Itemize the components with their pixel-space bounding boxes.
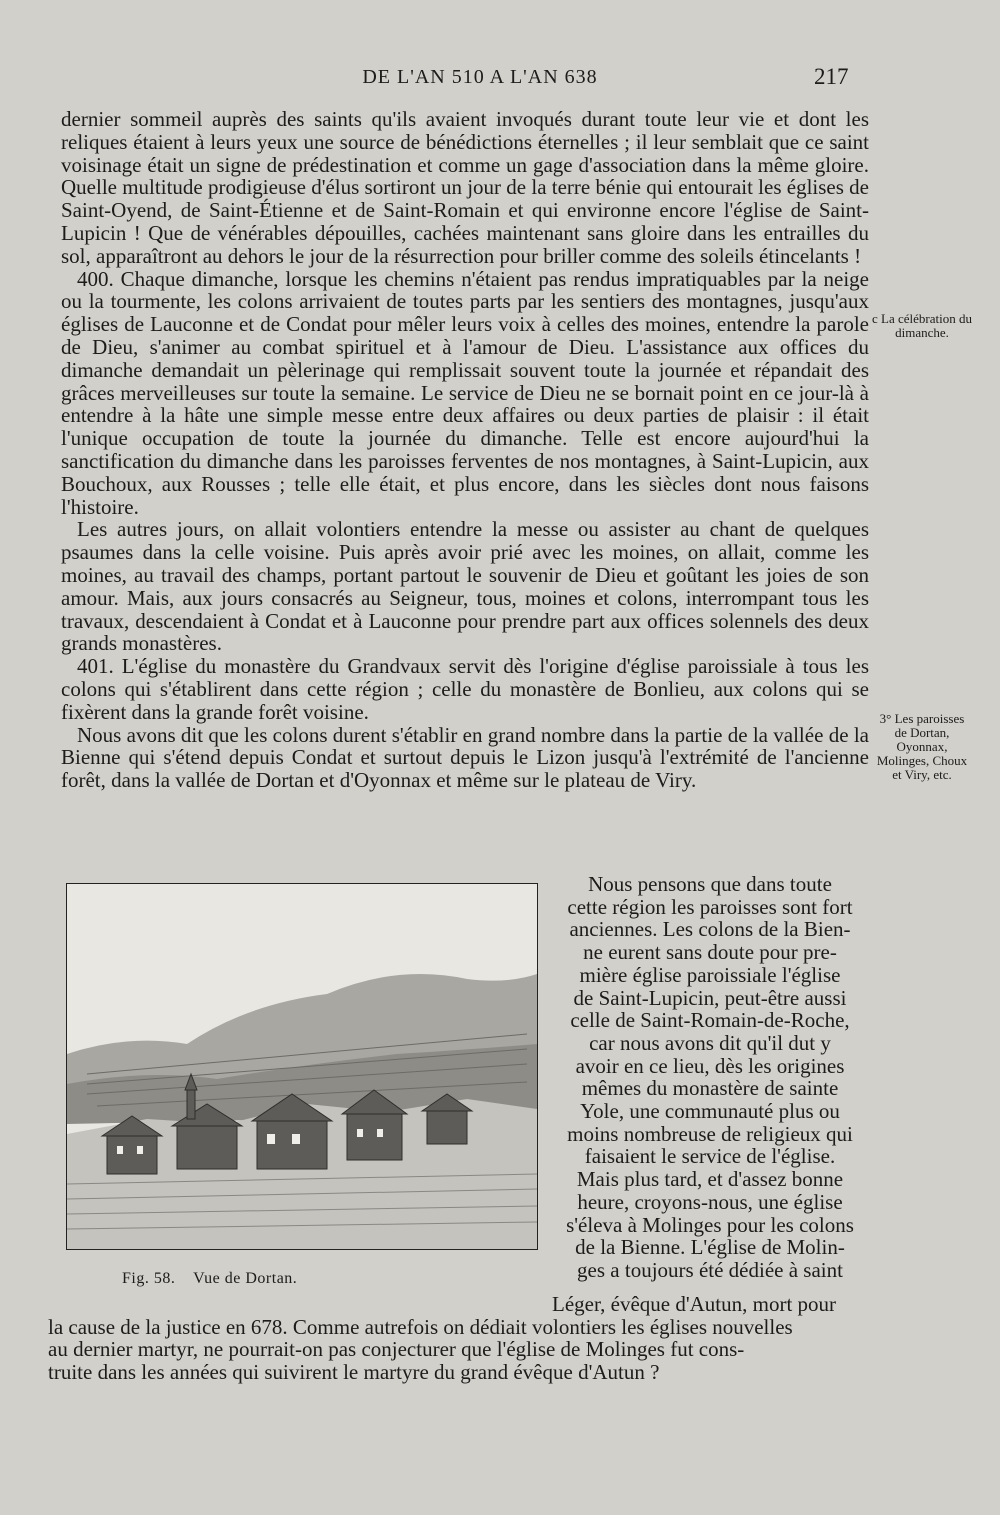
- text-line: la cause de la justice en 678. Comme autrefois on dédiait volontiers les églises nouvelles: [48, 1314, 793, 1339]
- paragraph: Nous avons dit que les colons durent s'établir en grand nombre dans la partie de la vallée de la Bienne qui s'étend depuis Condat et surtout depuis le Lizon jusqu'à l'extrémité de l'ancienne forêt, dans la vallée de Dortan et d'Oyonnax et même sur le plateau de Viry.: [61, 722, 869, 793]
- village-landscape-illustration: [67, 884, 537, 1249]
- paragraph: Les autres jours, on allait volontiers entendre la messe ou assister au chant de quelques psaumes dans la celle voisine. Puis après avoir prié avec les moines, on allait, comme les moines, au travail des champs, portant partout le souvenir de Dieu et goûtant les joies de son amour. Mais, aux jours consacrés au Seigneur, tous, moines et colons, interrompant tous les travaux, descendaient à Condat et à Lauconne pour prendre part aux offices solennels des deux grands monastères.: [61, 517, 869, 656]
- text-line: s'éleva à Molinges pour les colons: [566, 1212, 854, 1237]
- figure-number: Fig. 58.: [122, 1270, 176, 1287]
- figure-title: Vue de Dortan.: [193, 1270, 298, 1287]
- text-line: car nous avons dit qu'il dut y: [589, 1030, 831, 1055]
- text-line: cette région les paroisses sont fort: [567, 894, 853, 919]
- main-text-block: [61, 108, 869, 792]
- text-line: ne eurent sans doute pour pre-: [583, 940, 837, 965]
- page-number: 217: [814, 64, 849, 89]
- text-line: faisaient le service de l'église.: [584, 1144, 836, 1169]
- figure-caption: [122, 1270, 297, 1288]
- text-line: Léger, évêque d'Autun, mort pour: [552, 1292, 837, 1316]
- paragraph-401: 401. L'église du monastère du Grandvaux servit dès l'origine d'église paroissiale à tous les colons qui s'établirent dans cette région ; celle du monastère de Bonlieu, aux colons qui se fixèrent dans la grande forêt voisine.: [61, 654, 869, 724]
- engraving-view-of-dortan: [66, 883, 538, 1250]
- text-line: moins nombreuse de religieux qui: [567, 1121, 853, 1146]
- text-line: Yole, une communauté plus ou: [580, 1099, 840, 1124]
- text-line: anciennes. Les colons de la Bien-: [569, 917, 851, 942]
- text-line: celle de Saint-Romain-de-Roche,: [570, 1008, 850, 1033]
- text-line: Mais plus tard, et d'assez bonne: [576, 1167, 844, 1192]
- text-line: avoir en ce lieu, dès les origines: [575, 1053, 845, 1078]
- running-header: DE L'AN 510 A L'AN 638: [362, 66, 598, 88]
- text-line: Nous pensons que dans toute: [588, 872, 832, 896]
- margin-note-dimanche: c La célébration du dimanche.: [872, 311, 972, 340]
- margin-note-paroisses: 3° Les paroisses de Dortan, Oyonnax, Molinges, Choux et Viry, etc.: [876, 711, 968, 782]
- paragraph: dernier sommeil auprès des saints qu'ils avaient invoqués durant toute leur vie et dont les reliques étaient à leurs yeux une source de bénédictions éternelles ; il leur semblait que ce saint voisinage était un signe de prédestination et comme un gage d'association dans la même gloire. Quelle multitude prodigieuse d'élus sortiront un jour de la terre bénie qui entourait les églises de Saint-Oyend, de Saint-Étienne et de Saint-Romain et qui environne encore l'église de Saint-Lupicin ! Que de vénérables dépouilles, cachées maintenant sans gloire dans les entrailles du sol, apparaîtront au dehors le jour de la résurrection pour briller comme des soleils étincelants !: [61, 107, 869, 268]
- text-line: de Saint-Lupicin, peut-être aussi: [573, 985, 847, 1010]
- text-line: truite dans les années qui suivirent le martyre du grand évêque d'Autun ?: [48, 1360, 660, 1385]
- figure: [61, 883, 543, 1263]
- text-line: mêmes du monastère de sainte: [581, 1076, 839, 1101]
- text-line: de la Bienne. L'église de Molin-: [575, 1235, 845, 1260]
- closing-text-block: [48, 1293, 864, 1384]
- text-line: mière église paroissiale l'église: [579, 962, 841, 987]
- text-line: ges a toujours été dédiée à saint: [577, 1257, 843, 1282]
- text-line: au dernier martyr, ne pourrait-on pas conjecturer que l'église de Molinges fut cons-: [48, 1337, 745, 1362]
- text-beside-figure: [552, 873, 868, 1282]
- text-line: heure, croyons-nous, une église: [577, 1189, 843, 1214]
- paragraph-400: 400. Chaque dimanche, lorsque les chemins n'étaient pas rendus impratiquables par la neige ou la tourmente, les colons arrivaient de toutes parts par les sentiers des montagnes, jusqu'aux églises de Lauconne et de Condat pour mêler leurs voix à celles des moines, entendre la parole de Dieu, s'animer au combat spirituel et à l'amour de Dieu. L'assistance aux offices du dimanche demandait un pèlerinage qui remplissait souvent toute la journée et répandait des grâces merveilleuses sur toute la semaine. Le service de Dieu ne se bornait point en ce jour-là à entendre à la hâte une simple messe entre deux affaires ou deux parties de plaisir : il était l'unique occupation de toute la journée du dimanche. Telle est encore aujourd'hui la sanctification du dimanche dans les paroisses ferventes de nos montagnes, à Saint-Lupicin, aux Bouchoux, aux Rousses ; telle elle était, et plus encore, dans les siècles dont nous faisons l'histoire.: [61, 266, 869, 519]
